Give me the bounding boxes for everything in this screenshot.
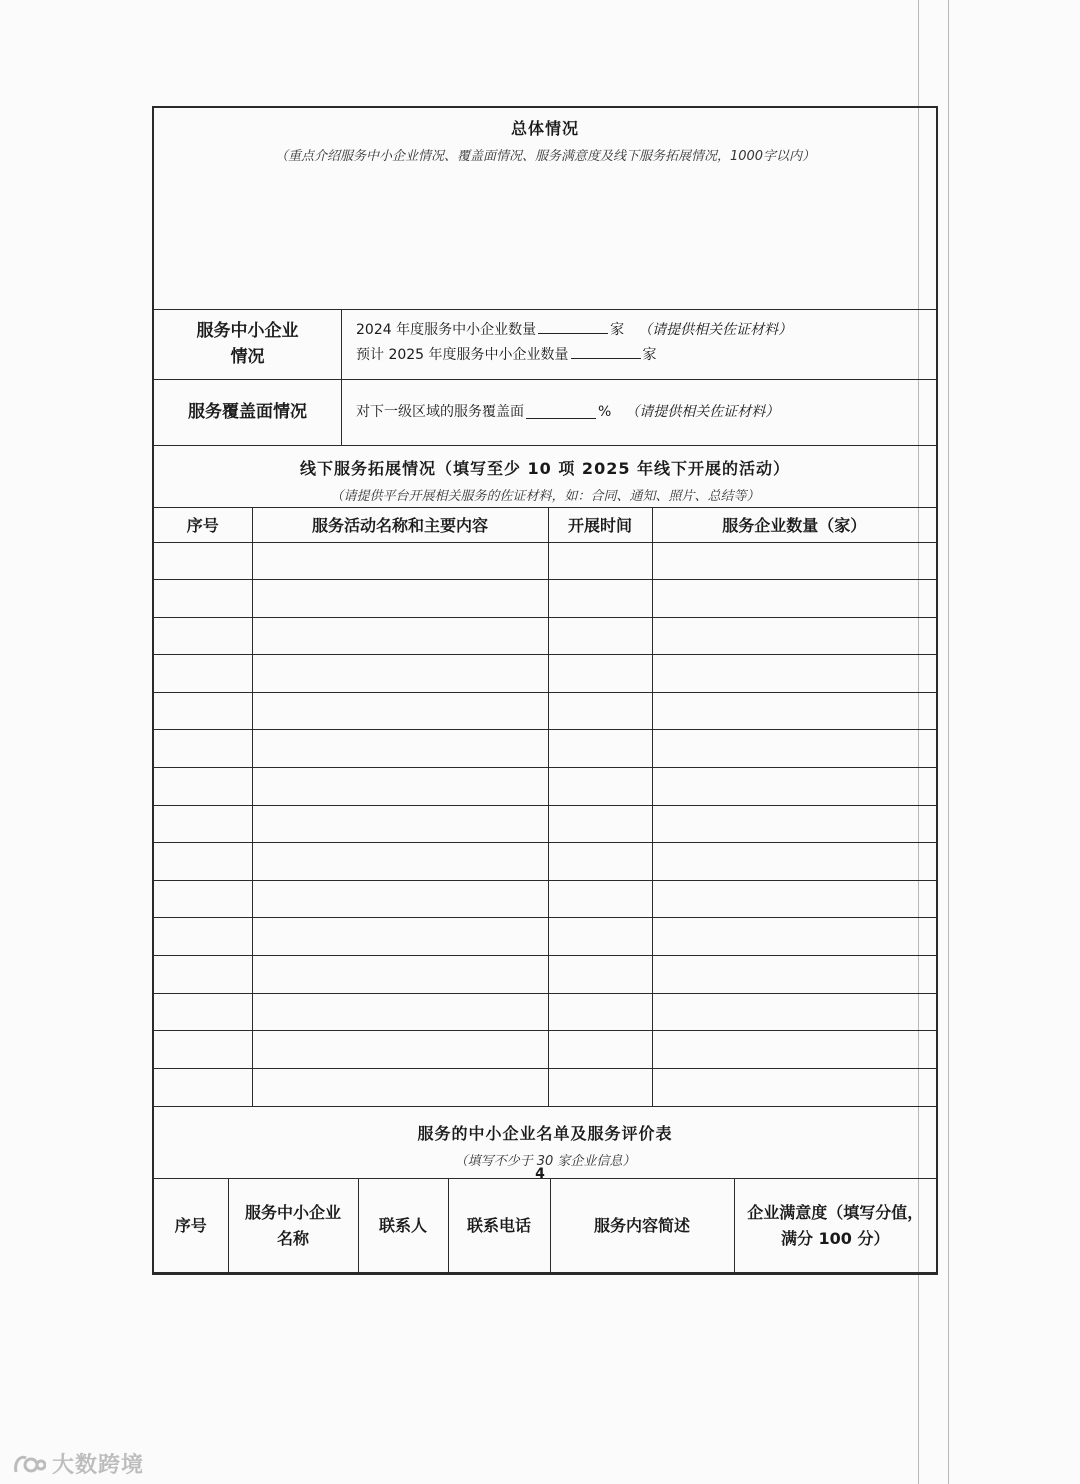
- table-cell[interactable]: [652, 805, 936, 843]
- table-cell[interactable]: [652, 617, 936, 655]
- column-header: 服务活动名称和主要内容: [252, 508, 548, 542]
- sme-list-table-wrap: [154, 1179, 936, 1274]
- table-row: [154, 655, 936, 693]
- table-row: [154, 1031, 936, 1069]
- table-cell[interactable]: [548, 993, 652, 1031]
- table-cell[interactable]: [252, 918, 548, 956]
- coverage-unit: %: [598, 403, 612, 420]
- column-header: 企业满意度（填写分值，满分 100 分）: [734, 1179, 936, 1273]
- table-cell[interactable]: [652, 918, 936, 956]
- table-cell[interactable]: [252, 843, 548, 881]
- sme-2025-blank[interactable]: [571, 346, 641, 359]
- table-cell[interactable]: [652, 542, 936, 580]
- page-edge-line: [948, 0, 949, 1484]
- table-header-row: [154, 508, 936, 542]
- table-cell[interactable]: [652, 768, 936, 806]
- sme-list-table: [154, 1179, 936, 1274]
- table-row: [154, 843, 936, 881]
- overview-note: （重点介绍服务中小企业情况、覆盖面情况、服务满意度及线下服务拓展情况，1000字以内）: [274, 149, 816, 164]
- sme-2025-line: [356, 343, 922, 368]
- table-row: [154, 768, 936, 806]
- column-header: 序号: [154, 508, 252, 542]
- table-cell[interactable]: [548, 918, 652, 956]
- table-cell[interactable]: [154, 730, 252, 768]
- watermark: [12, 1448, 144, 1479]
- table-row: [154, 617, 936, 655]
- table-cell[interactable]: [652, 655, 936, 693]
- table-row: [154, 692, 936, 730]
- column-header: 服务企业数量（家）: [652, 508, 936, 542]
- table-row: [154, 1068, 936, 1106]
- table-cell[interactable]: [548, 542, 652, 580]
- coverage-note: （请提供相关佐证材料）: [625, 403, 780, 420]
- watermark-text: 大数跨境: [52, 1453, 145, 1478]
- sme-service-label: 服务中小企业情况: [154, 310, 342, 379]
- sme-2024-blank[interactable]: [538, 321, 608, 334]
- sme-2024-line: [356, 318, 922, 343]
- offline-activities-table-wrap: [154, 508, 936, 1107]
- table-cell[interactable]: [252, 580, 548, 618]
- overview-title: 总体情况: [510, 119, 579, 138]
- offline-note: （请提供平台开展相关服务的佐证材料，如：合同、通知、照片、总结等）: [330, 489, 760, 504]
- table-cell[interactable]: [652, 1031, 936, 1069]
- sme-2024-prefix: 2024 年度服务中小企业数量: [356, 322, 537, 338]
- table-cell[interactable]: [252, 805, 548, 843]
- table-cell[interactable]: [154, 1068, 252, 1106]
- table-cell[interactable]: [154, 1031, 252, 1069]
- sme-2025-prefix: 预计 2025 年度服务中小企业数量: [356, 347, 569, 364]
- column-header: 服务内容简述: [550, 1179, 734, 1273]
- table-cell[interactable]: [154, 880, 252, 918]
- table-cell[interactable]: [548, 692, 652, 730]
- table-row: [154, 580, 936, 618]
- table-cell[interactable]: [652, 730, 936, 768]
- table-cell[interactable]: [548, 1031, 652, 1069]
- table-cell[interactable]: [548, 805, 652, 843]
- table-cell[interactable]: [652, 580, 936, 618]
- coverage-values: [342, 380, 936, 445]
- column-header: 联系电话: [448, 1179, 550, 1273]
- table-row: [154, 805, 936, 843]
- table-cell[interactable]: [252, 1031, 548, 1069]
- sme-service-values: [342, 310, 936, 379]
- offline-title: 线下服务拓展情况（填写至少 10 项 2025 年线下开展的活动）: [299, 459, 791, 478]
- coverage-blank[interactable]: [526, 406, 596, 419]
- application-form: [152, 106, 938, 1275]
- table-row: [154, 993, 936, 1031]
- table-cell[interactable]: [652, 880, 936, 918]
- offline-activities-table: [154, 508, 936, 1106]
- table-cell[interactable]: [548, 730, 652, 768]
- page-number: 4: [535, 1166, 545, 1182]
- table-cell[interactable]: [652, 956, 936, 994]
- table-cell[interactable]: [252, 993, 548, 1031]
- table-cell[interactable]: [548, 617, 652, 655]
- table-cell[interactable]: [154, 918, 252, 956]
- offline-section-header: [154, 446, 936, 508]
- table-cell[interactable]: [652, 843, 936, 881]
- table-cell[interactable]: [154, 542, 252, 580]
- table-cell[interactable]: [252, 956, 548, 994]
- table-row: [154, 730, 936, 768]
- table-cell[interactable]: [252, 692, 548, 730]
- sme-2024-note: （请提供相关佐证材料）: [638, 322, 793, 338]
- table-cell[interactable]: [548, 956, 652, 994]
- table-cell[interactable]: [548, 580, 652, 618]
- table-row: [154, 918, 936, 956]
- table-cell[interactable]: [252, 542, 548, 580]
- table-cell[interactable]: [252, 655, 548, 693]
- coverage-row: [154, 380, 936, 446]
- table-cell[interactable]: [154, 843, 252, 881]
- table-cell[interactable]: [252, 1068, 548, 1106]
- table-cell[interactable]: [652, 1068, 936, 1106]
- table-cell[interactable]: [548, 655, 652, 693]
- brand-logo-icon: [12, 1452, 46, 1476]
- table-row: [154, 956, 936, 994]
- sme-2025-unit: 家: [642, 347, 657, 364]
- table-cell[interactable]: [154, 768, 252, 806]
- table-cell[interactable]: [652, 692, 936, 730]
- overview-section: [154, 108, 936, 310]
- table-cell[interactable]: [154, 692, 252, 730]
- column-header: 开展时间: [548, 508, 652, 542]
- table-cell[interactable]: [548, 768, 652, 806]
- coverage-label: 服务覆盖面情况: [154, 380, 342, 445]
- table-cell[interactable]: [154, 805, 252, 843]
- column-header: 服务中小企业名称: [228, 1179, 358, 1273]
- table-cell[interactable]: [154, 617, 252, 655]
- sme-list-title: 服务的中小企业名单及服务评价表: [417, 1123, 673, 1143]
- table-cell[interactable]: [154, 580, 252, 618]
- column-header: 联系人: [358, 1179, 448, 1273]
- sme-service-row: [154, 310, 936, 380]
- table-cell[interactable]: [252, 768, 548, 806]
- table-cell[interactable]: [252, 880, 548, 918]
- table-cell[interactable]: [252, 617, 548, 655]
- table-cell[interactable]: [652, 993, 936, 1031]
- table-cell[interactable]: [548, 1068, 652, 1106]
- coverage-prefix: 对下一级区域的服务覆盖面: [356, 403, 524, 420]
- table-cell[interactable]: [154, 993, 252, 1031]
- table-cell[interactable]: [252, 730, 548, 768]
- table-row: [154, 542, 936, 580]
- table-row: [154, 880, 936, 918]
- table-cell[interactable]: [548, 880, 652, 918]
- table-cell[interactable]: [548, 843, 652, 881]
- table-cell[interactable]: [154, 956, 252, 994]
- table-cell[interactable]: [154, 655, 252, 693]
- table-header-row: [154, 1179, 936, 1273]
- sme-2024-unit: 家: [610, 322, 625, 338]
- column-header: 序号: [154, 1179, 228, 1273]
- sme-list-note: （填写不少于 30 家企业信息）: [454, 1153, 636, 1169]
